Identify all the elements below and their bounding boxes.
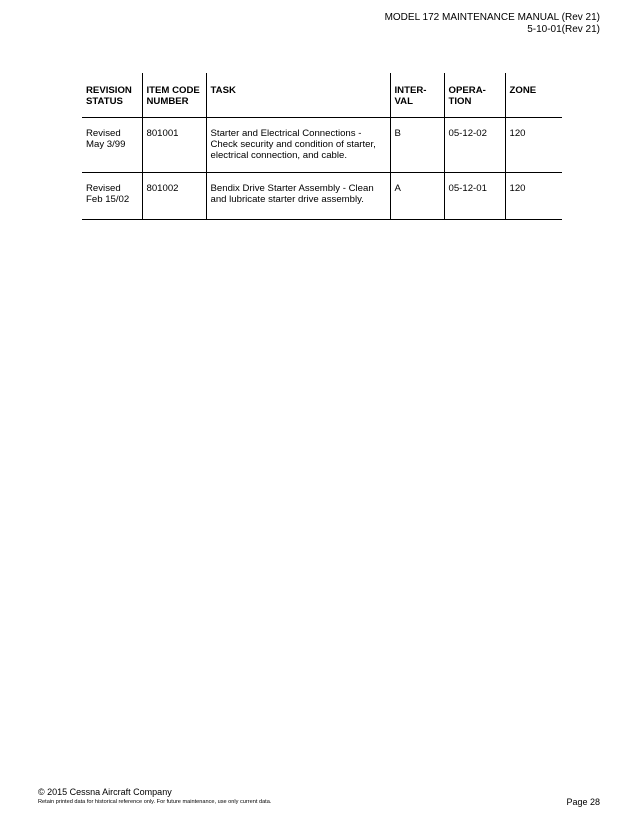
header-operation-line-1: OPERA- [448,85,486,96]
header-item-code-line-1: ITEM CODE [146,85,200,96]
table-row [82,118,562,173]
cell-task: Bendix Drive Starter Assembly - Clean and lubricate starter drive assembly. [206,173,390,220]
cell-revision-status [82,118,142,173]
page-header [385,12,600,36]
cell-item-code: 801001 [142,118,206,173]
retention-disclaimer: Retain printed data for historical reference only. For future maintenance, use only current data. [38,799,272,805]
cell-zone: 120 [505,118,562,173]
cell-item-code: 801002 [142,173,206,220]
maintenance-table [82,73,562,220]
manual-title: MODEL 172 MAINTENANCE MANUAL (Rev 21) [384,12,600,23]
cell-interval: B [390,118,444,173]
header-revision-status [82,73,142,118]
cell-interval: A [390,173,444,220]
revision-date: May 3/99 [86,139,126,150]
header-operation-line-2: TION [448,96,472,107]
revision-label: Revised [86,183,121,194]
section-reference: 5-10-01(Rev 21) [527,24,600,35]
page-number: Page 28 [566,797,600,807]
cell-revision-status [82,173,142,220]
header-interval-line-2: VAL [394,96,413,107]
header-revision-line-1: REVISION [86,85,132,96]
copyright-notice: © 2015 Cessna Aircraft Company [38,787,172,797]
header-interval-line-1: INTER- [394,85,427,96]
header-interval [390,73,444,118]
header-revision-line-2: STATUS [86,96,123,107]
header-item-code [142,73,206,118]
revision-label: Revised [86,128,121,139]
header-operation [444,73,505,118]
table-header-row [82,73,562,118]
header-zone: ZONE [505,73,562,118]
table-row [82,173,562,220]
cell-operation: 05-12-01 [444,173,505,220]
cell-zone: 120 [505,173,562,220]
header-task: TASK [206,73,390,118]
revision-date: Feb 15/02 [86,194,130,205]
page-footer [38,787,271,806]
cell-task: Starter and Electrical Connections - Check security and condition of starter, electrical connection, and cable. [206,118,390,173]
cell-operation: 05-12-02 [444,118,505,173]
header-item-code-line-2: NUMBER [146,96,189,107]
